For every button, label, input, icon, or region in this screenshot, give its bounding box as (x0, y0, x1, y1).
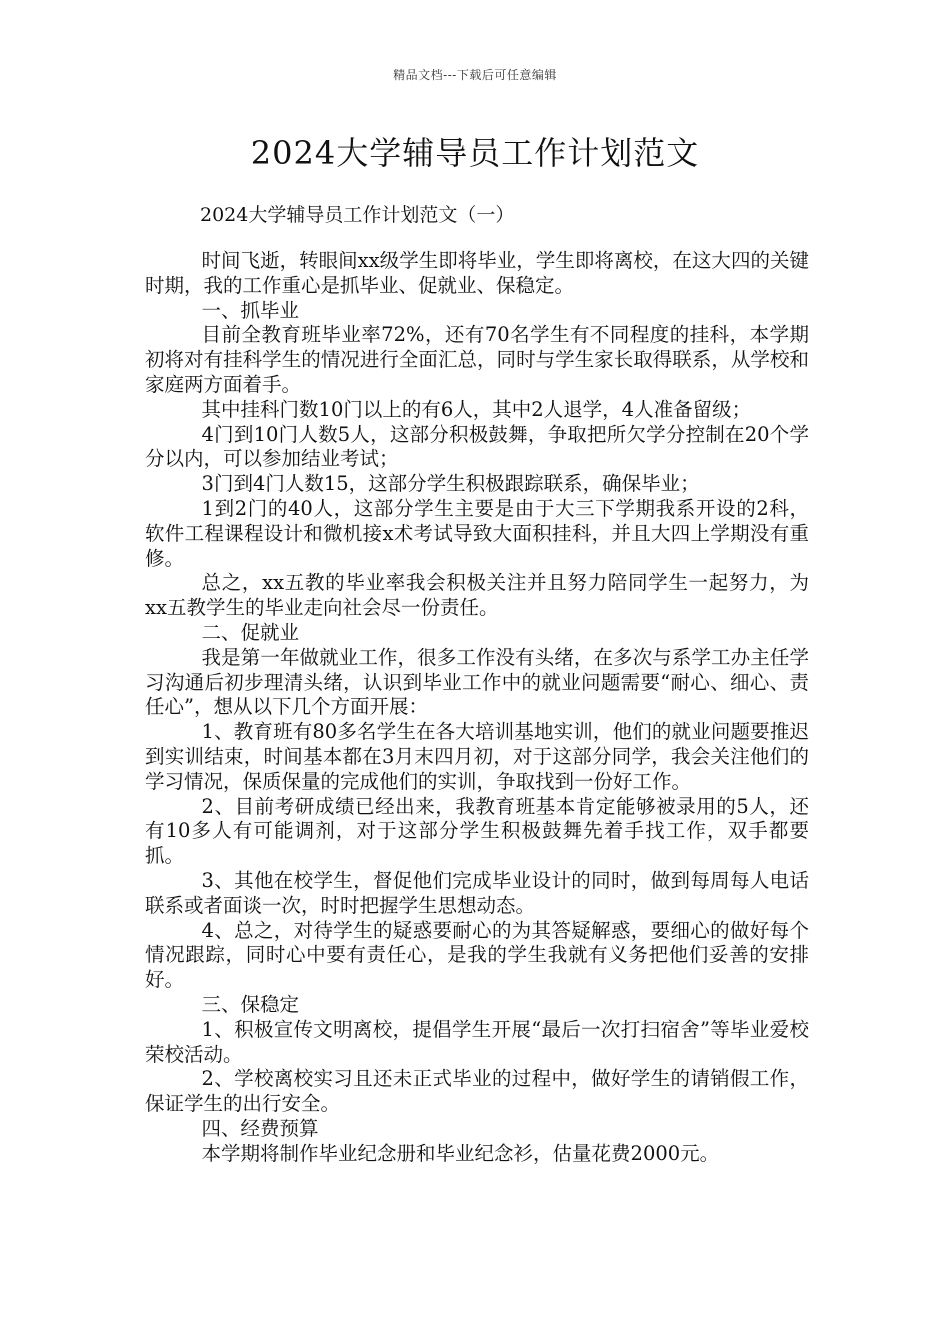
section-heading-employment: 二、促就业 (201, 620, 300, 644)
section-heading-graduation: 一、抓毕业 (201, 298, 300, 322)
paragraph: 2、学校离校实习且还未正式毕业的过程中，做好学生的请销假工作，保证学生的出行安全。 (145, 1067, 809, 1116)
paragraph: 3、其他在校学生，督促他们完成毕业设计的同时，做到每周每人电话联系或者面谈一次，时时把握学生思想动态。 (145, 868, 809, 917)
paragraph: 2、目前考研成绩已经出来，我教育班基本肯定能够被录用的5人，还有10多人有可能调剂，对于这部分学生积极鼓舞先着手找工作，双手都要抓。 (145, 794, 809, 868)
paragraph: 4门到10门人数5人，这部分积极鼓舞，争取把所欠学分控制在20个学分以内，可以参加结业考试； (145, 422, 809, 471)
paragraph: 4、总之，对待学生的疑惑要耐心的为其答疑解惑，要细心的做好每个情况跟踪，同时心中要有责任心，是我的学生我就有义务把他们妥善的安排好。 (145, 918, 809, 992)
paragraph: 1、积极宣传文明离校，提倡学生开展“最后一次打扫宿舍”等毕业爱校荣校活动。 (145, 1017, 809, 1066)
document-title: 2024大学辅导员工作计划范文 (250, 134, 700, 172)
section-heading-budget: 四、经费预算 (201, 1116, 319, 1140)
header-note: 精品文档---下载后可任意编辑 (393, 68, 557, 82)
paragraph: 1、教育班有80多名学生在各大培训基地实训，他们的就业问题要推迟到实训结束，时间基本都在3月末四月初，对于这部分同学，我会关注他们的学习情况，保质保量的完成他们的实训，争取找到一份好工作。 (145, 720, 809, 793)
paragraph: 目前全教育班毕业率72%，还有70名学生有不同程度的挂科，本学期初将对有挂科学生的情况进行全面汇总，同时与学生家长取得联系，从学校和家庭两方面着手。 (145, 323, 809, 396)
paragraph: 本学期将制作毕业纪念册和毕业纪念衫，估量花费2000元。 (201, 1141, 720, 1165)
paragraph: 我是第一年做就业工作，很多工作没有头绪，在多次与系学工办主任学习沟通后初步理清头绪，认识到毕业工作中的就业问题需要“耐心、细心、责任心”，想从以下几个方面开展： (145, 645, 809, 719)
paragraph: 其中挂科门数10门以上的有6人，其中2人退学，4人准备留级； (201, 397, 752, 421)
document-body (145, 249, 809, 1166)
paragraph: 1到2门的40人，这部分学生主要是由于大三下学期我系开设的2科，软件工程课程设计和微机接x术考试导致大面积挂科，并且大四上学期没有重修。 (145, 496, 809, 570)
section-heading-stability: 三、保稳定 (201, 992, 300, 1016)
paragraph-intro: 时间飞逝，转眼间xx级学生即将毕业，学生即将离校，在这大四的关键时期，我的工作重心是抓毕业、促就业、保稳定。 (145, 249, 809, 297)
document-subtitle: 2024大学辅导员工作计划范文（一） (200, 204, 515, 226)
paragraph: 3门到4门人数15，这部分学生积极跟踪联系，确保毕业； (201, 472, 700, 496)
paragraph: 总之，xx五教的毕业率我会积极关注并且努力陪同学生一起努力，为xx五教学生的毕业走向社会尽一份责任。 (145, 571, 809, 620)
